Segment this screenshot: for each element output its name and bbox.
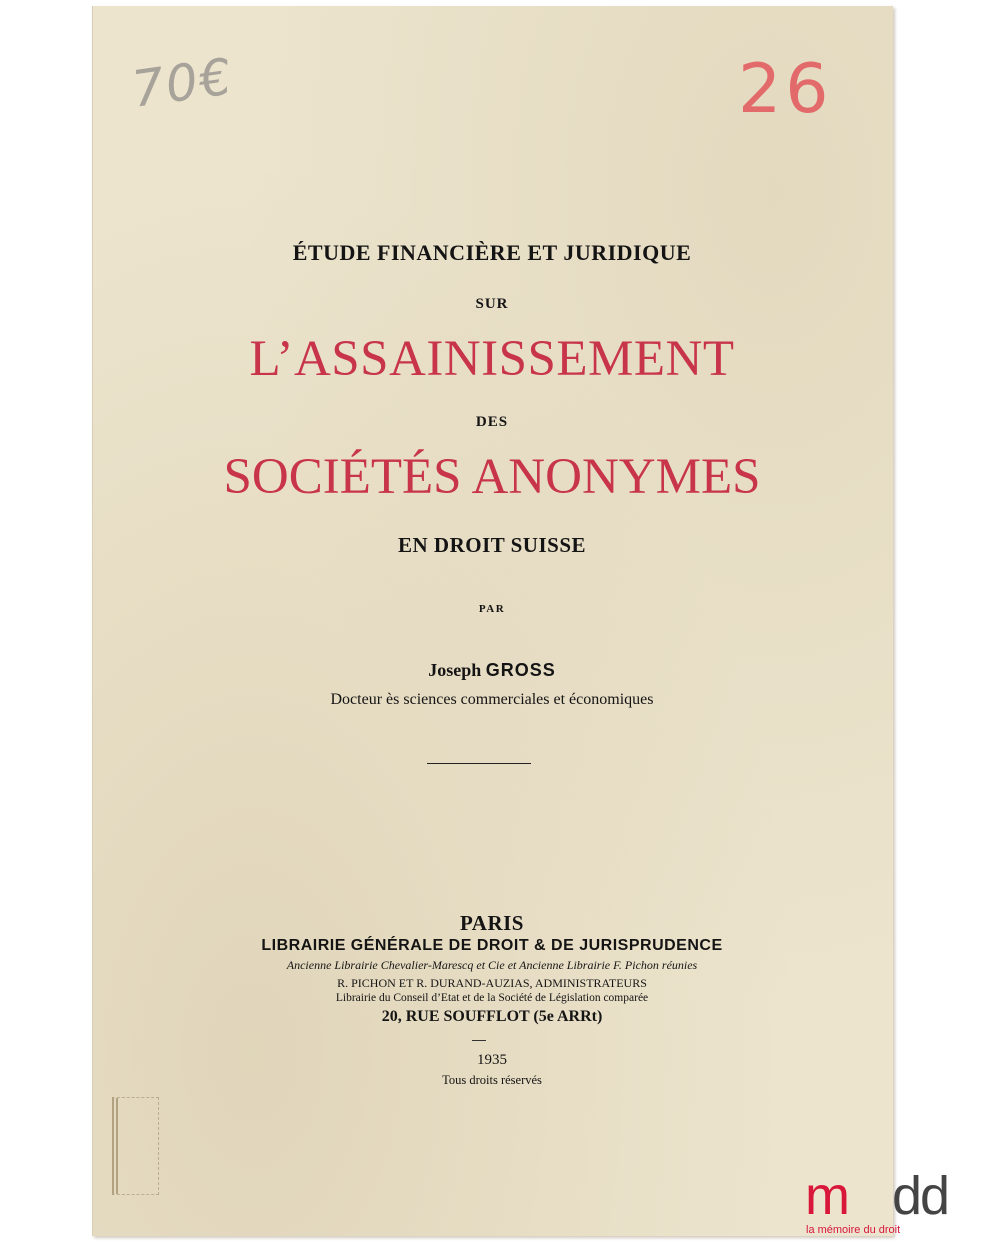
- main-title-second: SOCIÉTÉS ANONYMES: [223, 449, 761, 505]
- publisher-affiliation: Librairie du Conseil d’Etat et de la Société de Législation comparée: [335, 992, 649, 1004]
- author-name: [92, 660, 892, 681]
- mdd-logo: [800, 1168, 996, 1240]
- handwritten-number-note: 26: [738, 50, 833, 129]
- publisher-name: LIBRAIRIE GÉNÉRALE DE DROIT & DE JURISPRUDENCE: [261, 937, 723, 954]
- connector-par: PAR: [478, 603, 506, 615]
- author-surname: GROSS: [485, 660, 556, 680]
- subtitle: EN DROIT SUISSE: [397, 533, 587, 557]
- publisher-city: PARIS: [460, 911, 524, 935]
- year-dash: [472, 1040, 486, 1041]
- connector-sur: SUR: [475, 296, 509, 312]
- publisher-address: 20, RUE SOUFFLOT (5e ARRt): [381, 1008, 603, 1025]
- logo-letter-m: m: [805, 1166, 848, 1226]
- publisher-administrators: R. PICHON ET R. DURAND-AUZIAS, ADMINISTRATEURS: [337, 976, 647, 990]
- logo-letters-dd: dd: [892, 1166, 949, 1226]
- handwritten-price-note: 70€: [128, 47, 237, 119]
- cover-heading: ÉTUDE FINANCIÈRE ET JURIDIQUE: [292, 240, 692, 265]
- connector-des: DES: [475, 414, 509, 430]
- author-degree: Docteur ès sciences commerciales et économiques: [330, 691, 654, 708]
- publisher-history: Ancienne Librairie Chevalier-Marescq et Cie et Ancienne Librairie F. Pichon réunies: [286, 958, 698, 972]
- rights-notice: Tous droits réservés: [442, 1073, 542, 1087]
- library-stamp-mark: [112, 1097, 159, 1195]
- divider-rule: [427, 763, 531, 764]
- logo-tagline: la mémoire du droit: [806, 1224, 901, 1236]
- author-first-name: Joseph: [428, 660, 482, 680]
- publication-year: 1935: [477, 1052, 507, 1068]
- main-title: L’ASSAINISSEMENT: [249, 331, 735, 387]
